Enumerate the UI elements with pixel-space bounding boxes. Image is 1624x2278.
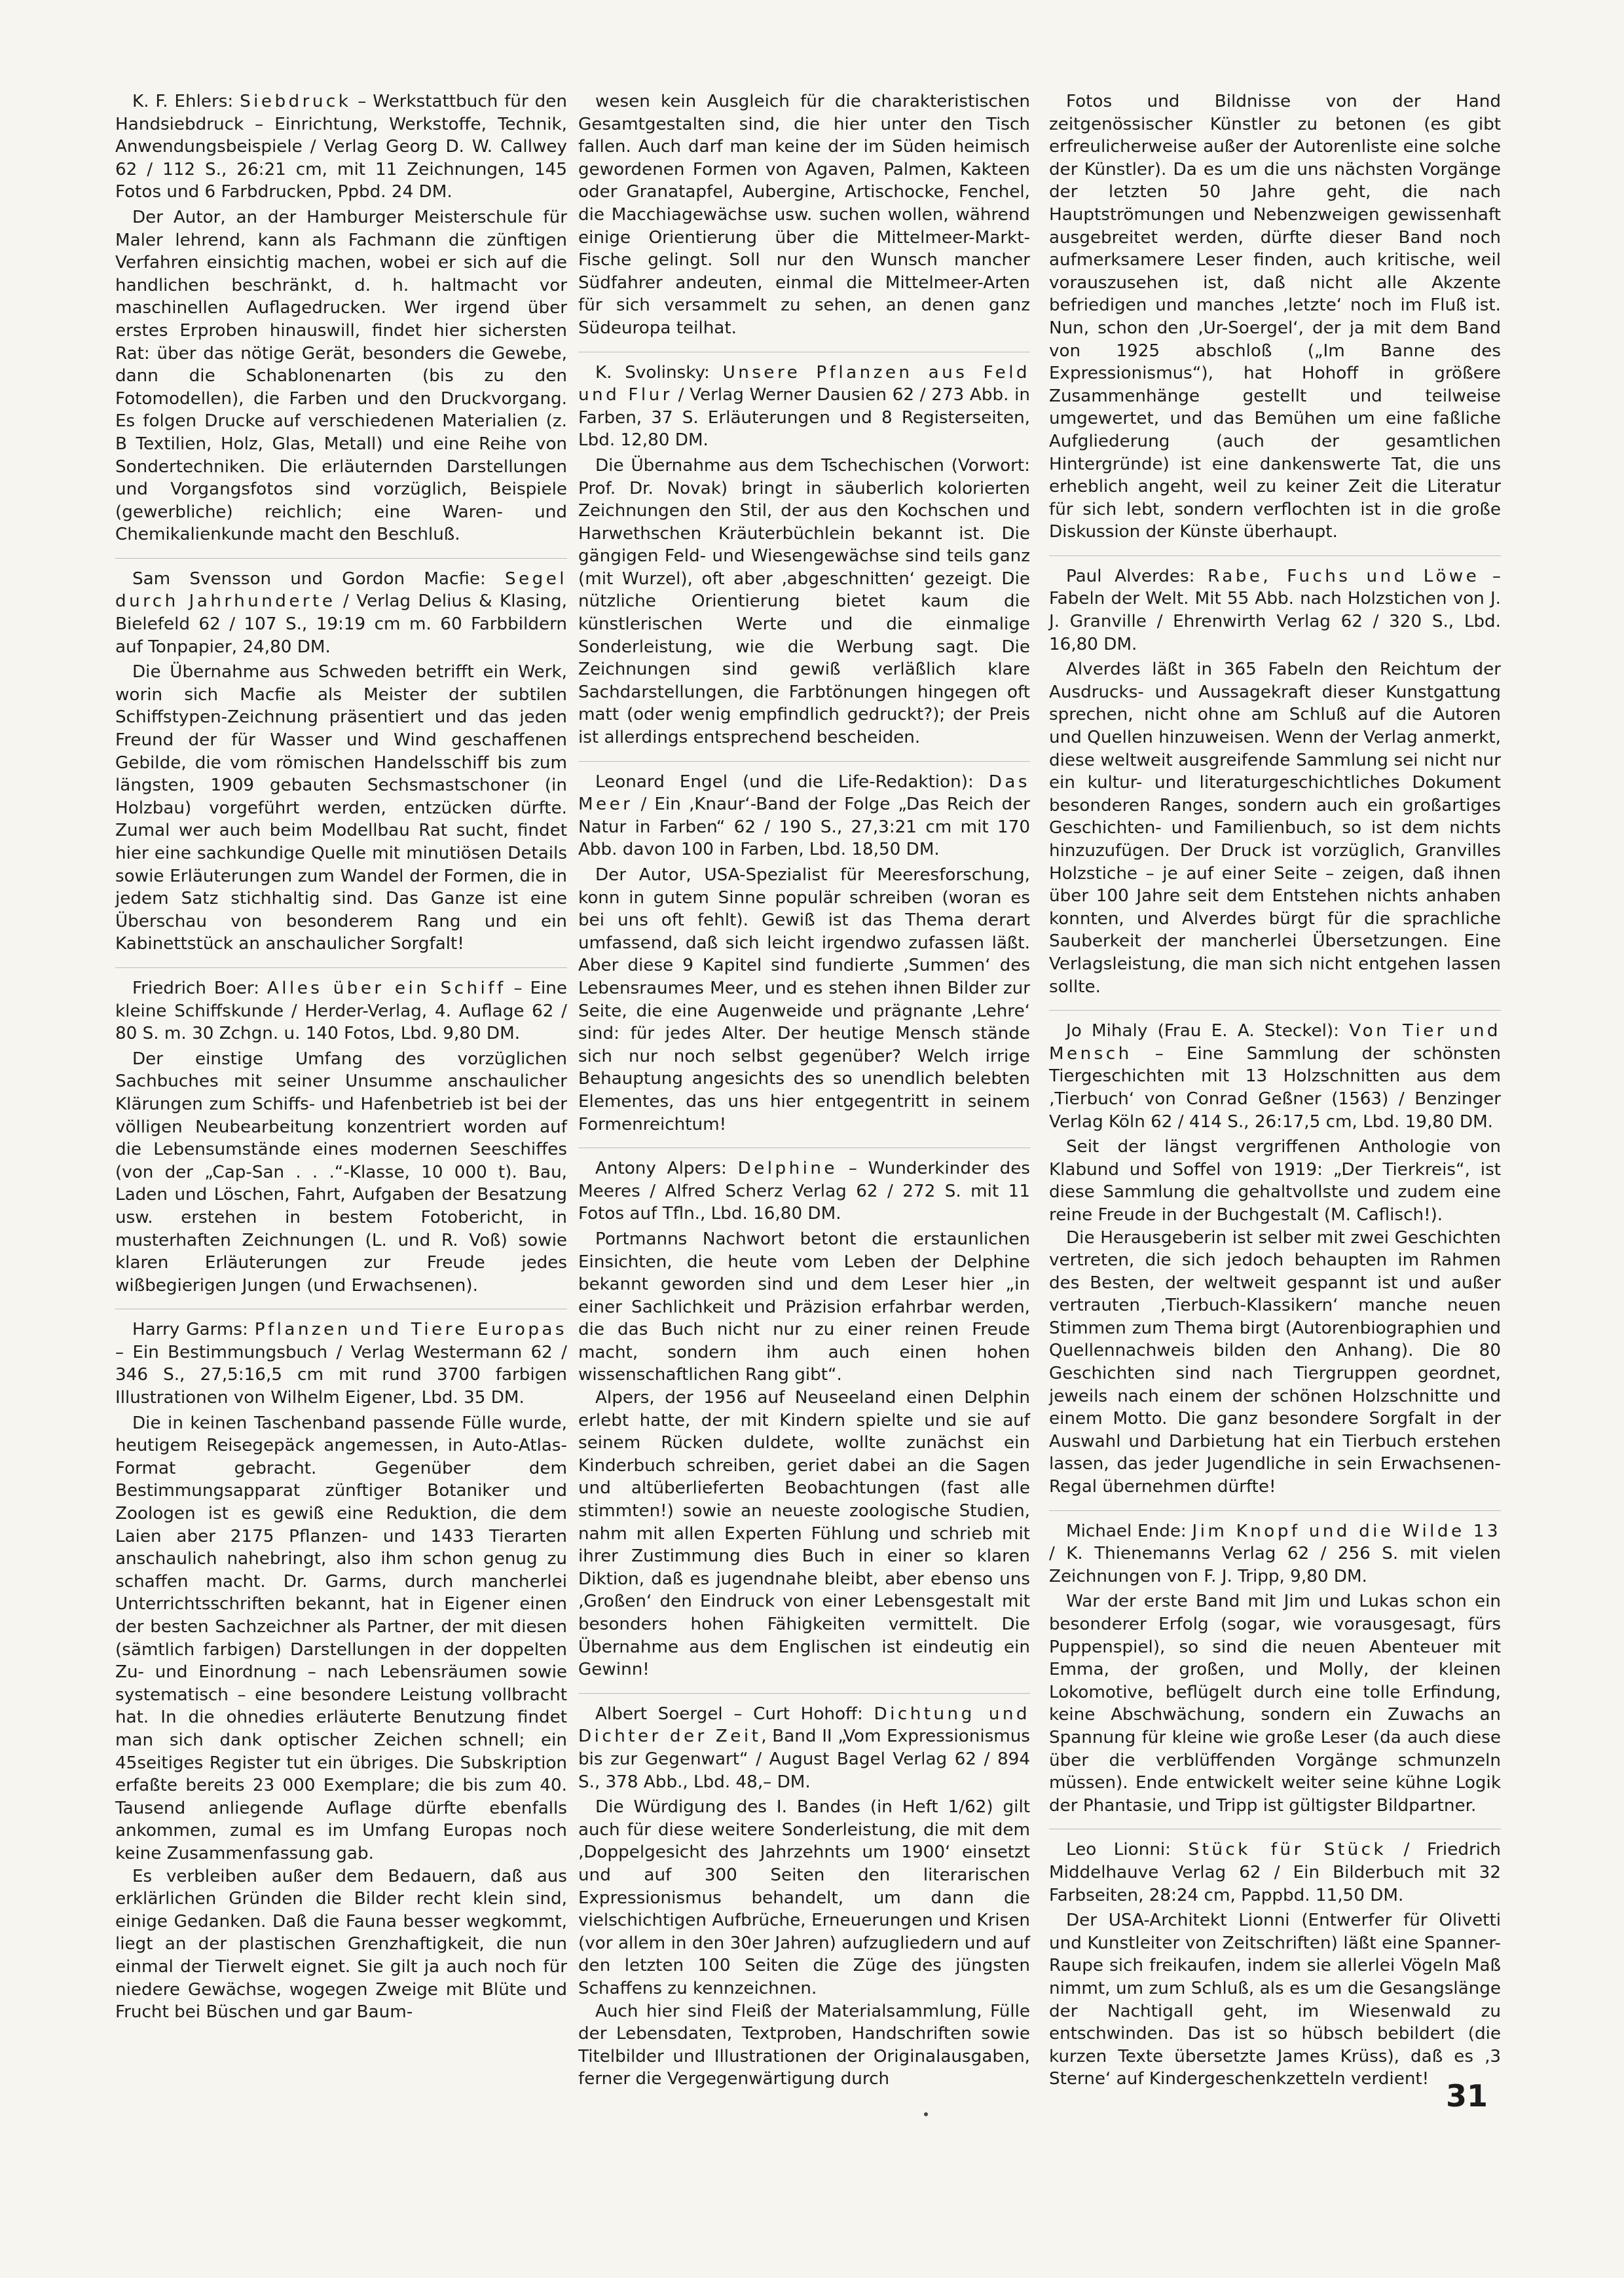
review-heading xyxy=(115,568,567,658)
review-paragraph: Die Würdigung des I. Bandes (in Heft 1/62) gilt auch für diese weitere Sonderleistung, die mit dem ‚Doppelgesicht des Jahrzehnts um 1900‘ einsetzt und auf 300 Seiten den literarischen Expressionismus behandelt, um dann die vielschichtigen Aufbrüche, Erneuerungen und Krisen (vor allem in den 30er Jahren) aufzugliedern und auf den letzten 100 Seiten die Züge des jüngsten Schaffens zu kennzeichnen. xyxy=(578,1797,1030,1998)
review-book-title: Segel durch Jahrhunderte xyxy=(115,569,567,612)
review-publication-info: / Verlag Werner Dausien 62 / 273 Abb. in Farben, 37 S. Erläuterungen und 8 Registerseiten, Lbd. 12,80 DM. xyxy=(578,385,1030,451)
review-book-title: Rabe, Fuchs und Löwe xyxy=(1208,566,1480,586)
review-paragraph: Die Übernahme aus dem Tschechischen (Vorwort: Prof. Dr. Novak) bringt in säuberlich kolorierten Zeichnungen den Stil, der aus den Kochschen und Harwethschen Kräuterbüchlein bekannt ist. Die gängigen Feld- und Wiesengewächse sind teils ganz (mit Wurzel), oft aber ‚abgeschnitten‘ gezeigt. Die nützliche Orientierung bietet kaum die künstlerischen Werte und die einmalige Sonderleistung, wie die Werbung sagt. Die Zeichnungen sind gewiß verläßlich klare Sachdarstellungen, die Farbtönungen hingegen oft matt (oder wenig empfindlich gedruckt?); der Preis ist allerdings entsprechend bescheiden. xyxy=(578,455,1030,748)
book-review xyxy=(1049,90,1501,544)
book-review xyxy=(578,761,1030,1136)
review-book-title: Delphine xyxy=(737,1159,838,1179)
review-author: Leo Lionni: xyxy=(1066,1840,1189,1860)
book-review xyxy=(578,352,1030,749)
page-number: 31 xyxy=(1446,2078,1488,2114)
review-publication-info: – Werkstattbuch für den Handsiebdruck – Einrichtung, Werkstoffe, Technik, Anwendungsbeispiele / Verlag Georg D. W. Callwey 62 / 112 S., 26:21 cm, mit 11 Zeichnungen, 145 Fotos und 6 Farbdrucken, Ppbd. 24 DM. xyxy=(115,92,567,202)
text-column-3 xyxy=(1049,90,1501,2102)
review-heading xyxy=(578,1703,1030,1793)
review-publication-info: – Fabeln der Welt. Mit 55 Abb. nach Holzstichen von J. J. Granville / Ehrenwirth Verlag 62 / 320 S., Lbd. 16,80 DM. xyxy=(1049,566,1501,654)
review-book-title: Alles über ein Schiff xyxy=(267,978,506,998)
book-review xyxy=(578,1148,1030,1681)
book-review xyxy=(115,90,567,546)
text-column-1 xyxy=(115,90,567,2036)
review-book-title: Unsere Pflanzen aus Feld und Flur xyxy=(578,362,1030,405)
review-paragraph: Der Autor, USA-Spezialist für Meeresforschung, konn in gutem Sinne populär schreiben (woran es bei uns oft fehlt). Gewiß ist das Thema derart umfassend, daß sich leicht irgendwo zufassen läßt. Aber diese 9 Kapitel sind fundierte ‚Summen‘ des Lebensraumes Meer, und es stehen ihnen Bilder zur Seite, die eine Augenweide und prägnante ‚Lehre‘ sind: für jedes Alter. Der heutige Mensch stände sich nur noch selbst gegenüber? Welch irrige Behauptung angesichts des so unendlich belebten Elementes, das uns hier entgegentritt in seinem Formenreichtum! xyxy=(578,865,1030,1134)
review-book-title: Von Tier und Mensch xyxy=(1049,1021,1501,1064)
review-publication-info: , Band II „Vom Expressionismus bis zur Gegenwart“ / August Bagel Verlag 62 / 894 S., 378 Abb., Lbd. 48,– DM. xyxy=(578,1727,1030,1792)
review-paragraph: Portmanns Nachwort betont die erstaunlichen Einsichten, die heute vom Leben der Delphine bekannt geworden sind und dem Leser hier „in einer Sachlichkeit und Präzision erfahrbar werden, die das Buch nicht nur zu einer reinen Freude macht, sondern ihm auch einen hohen wissenschaftlichen Rang gibt“. xyxy=(578,1229,1030,1385)
review-paragraph: Der USA-Architekt Lionni (Entwerfer für Olivetti und Kunstleiter von Zeitschriften) läßt eine Spanner-Raupe sich freikaufen, indem sie allerlei Vögeln Maß nimmt, um zum Schluß, als es um die Gesangslänge der Nachtigall geht, im Wiesenwald zu entschwinden. Das ist so hübsch bebildert (die kurzen Texte übersetzte James Krüss), daß es ‚3 Sterne‘ auf Kindergeschenkzetteln verdient! xyxy=(1049,1911,1501,2089)
review-publication-info: – Wunderkinder des Meeres / Alfred Scherz Verlag 62 / 272 S. mit 11 Fotos auf Tfln., Lbd. 16,80 DM. xyxy=(578,1159,1030,1224)
review-author: Michael Ende: xyxy=(1066,1521,1192,1541)
book-review xyxy=(578,1693,1030,2091)
review-book-title: Pflanzen und Tiere Europas xyxy=(254,1320,567,1340)
review-publication-info: – Ein Bestimmungsbuch / Verlag Westermann 62 / 346 S., 27,5:16,5 cm mit rund 3700 farbigen Illustrationen von Wilhelm Eigener, Lbd. 35 DM. xyxy=(115,1342,567,1408)
review-publication-info: / Ein ‚Knaur‘-Band der Folge „Das Reich der Natur in Farben“ 62 / 190 S., 27,3:21 cm mit 170 Abb. davon 100 in Farben, Lbd. 18,50 DM. xyxy=(578,794,1030,860)
review-book-title: Dichtung und Dichter der Zeit xyxy=(578,1704,1030,1747)
review-book-title: Das Meer xyxy=(578,772,1030,815)
review-author: Jo Mihaly (Frau E. A. Steckel): xyxy=(1066,1021,1350,1041)
review-paragraph: Fotos und Bildnisse von der Hand zeitgenössischer Künstler zu betonen (es gibt erfreulicherweise außer der Autorenliste eine solche der Künstler). Da es um die uns nächsten Vorgänge der letzten 50 Jahre geht, die nach Hauptströmungen und Nebenzweigen gewissenhaft ausgebreitet werden, dürfte dieser Band noch aufmerksamere Leser finden, auch kritische, weil vorauszusehen ist, daß nicht alle Akzente befriedigen und manches ‚letzte‘ noch im Fluß ist. Nun, schon den ‚Ur-Soergel‘, der ja mit dem Band von 1925 abschloß („Im Banne des Expressionismus“), hat Hohoff in größere Zusammenhänge gestellt und teilweise umgewertet, und das Bemühen um eine faßliche Aufgliederung (auch der gesamtlichen Hintergründe) ist eine dankenswerte Tat, die uns erheblich angeht, weil zu keiner Zeit die Literatur für sich lebt, sondern verflochten ist in die große Diskussion der Künste überhaupt. xyxy=(1049,92,1501,542)
book-review xyxy=(578,90,1030,340)
review-publication-info: / Verlag Delius & Klasing, Bielefeld 62 / 107 S., 19:19 cm m. 60 Farbbildern auf Tonpapier, 24,80 DM. xyxy=(115,591,568,657)
review-paragraph: Die Herausgeberin ist selber mit zwei Geschichten vertreten, die sich jedoch behaupten im Rahmen des Besten, der weltweit gespannt ist und außer vertrauten ‚Tierbuch-Klassikern‘ manche neuen Stimmen zum Thema birgt (Autorenbiographien und Quellennachweis bilden den Anhang). Die 80 Geschichten sind nach Tiergruppen geordnet, jeweils nach einem der schönen Holzschnitte und einem Motto. Die ganz besondere Sorgfalt in der Auswahl und Darbietung hat ein Tierbuch erstehen lassen, das jeder Jugendliche in sein Erwachsenen-Regal übernehmen dürfte! xyxy=(1049,1227,1501,1497)
review-author: K. Svolinsky: xyxy=(595,362,723,383)
review-heading xyxy=(578,1157,1030,1225)
review-paragraph: War der erste Band mit Jim und Lukas schon ein besonderer Erfolg (sogar, wie vorausgesagt, fürs Puppenspiel), so sind die neuen Abenteuer mit Emma, der großen, und Molly, der kleinen Lokomotive, beflügelt durch eine tolle Erfindung, keine Abschwächung, sondern ein Zuwachs an Spannung für kleine wie große Leser (da auch diese über die verblüffenden Vorgänge schmunzeln müssen). Ende entwickelt weiter seine kühne Logik der Phantasie, und Tripp ist gültigster Bildpartner. xyxy=(1049,1592,1501,1816)
review-author: Paul Alverdes: xyxy=(1066,566,1208,586)
review-heading xyxy=(578,362,1030,452)
review-publication-info: – Eine kleine Schiffskunde / Herder-Verlag, 4. Auflage 62 / 80 S. m. 30 Zchgn. u. 140 Fotos, Lbd. 9,80 DM. xyxy=(115,978,567,1044)
review-author: Sam Svensson und Gordon Macfie: xyxy=(132,569,505,589)
book-review xyxy=(115,558,567,956)
review-publication-info: / Friedrich Middelhauve Verlag 62 / Ein Bilderbuch mit 32 Farbseiten, 28:24 cm, Pappbd. 11,50 DM. xyxy=(1049,1840,1501,1905)
review-paragraph: Die in keinen Taschenband passende Fülle wurde, heutigem Reisegepäck angemessen, in Auto-Atlas-Format gebracht. Gegenüber dem Bestimmungsapparat zünftiger Botaniker und Zoologen ist es gewiß eine Reduktion, die dem Laien aber 2175 Pflanzen- und 1433 Tierarten anschaulich nahebringt, also ihm schon genug zu schaffen macht. Dr. Garms, durch mancherlei Unterrichtsschriften bekannt, hat in Eigener einen der besten Sachzeichner als Partner, der mit diesen (sämtlich farbigen) Darstellungen in der doppelten Zu- und Einordnung – nach Lebensräumen sowie systematisch – eine besondere Leistung vollbracht hat. In die ohnedies erläuterte Benutzung findet man sich dank optischer Zeichen schnell; ein 45seitiges Register tut ein übriges. Die Subskription erfaßte bereits 23 000 Exemplare; die bis zum 40. Tausend anliegende Auflage dürfte ebenfalls ankommen, zumal es im Umfang Europas noch keine Zusammenfassung gab. xyxy=(115,1413,567,1863)
review-paragraph: Der einstige Umfang des vorzüglichen Sachbuches mit seiner Unsumme anschaulicher Klärungen zum Schiffs- und Hafenbetrieb ist bei der völligen Neubearbeitung konzentriert worden auf die Lebensumstände eines modernen Seeschiffes (von der „Cap-San . . .“-Klasse, 10 000 t). Bau, Laden und Löschen, Fahrt, Aufgaben der Besatzung usw. erstehen in bestem Fotobericht, in musterhaften Zeichnungen (L. und R. Voß) sowie klaren Erläuterungen zur Freude jedes wißbegierigen Jungen (und Erwachsenen). xyxy=(115,1049,567,1296)
review-paragraph: Alverdes läßt in 365 Fabeln den Reichtum der Ausdrucks- und Aussagekraft dieser Kunstgattung sprechen, nicht ohne am Schluß auf die Autoren und Quellen hinzuweisen. Wenn der Verlag anmerkt, diese weltweit ausgreifende Sammlung sei nicht nur ein kultur- und literaturgeschichtliches Dokument besonderen Ranges, sondern auch ein großartiges Geschichten- und Familienbuch, so ist dem nichts hinzuzufügen. Der Druck ist vorzüglich, Granvilles Holzstiche – je auf einer Seite – zeigen, daß ihnen über 100 Jahre seit dem Entstehen nichts anhaben konnten, und Alverdes bürgt für die sprachliche Sauberkeit der mancherlei Übersetzungen. Eine Verlagsleistung, die man sich nicht entgehen lassen sollte. xyxy=(1049,660,1501,997)
review-paragraph: Seit der längst vergriffenen Anthologie von Klabund und Soffel von 1919: „Der Tierkreis“, ist diese Sammlung die gehaltvollste und zudem eine reine Freude in der Buchgestalt (M. Caflisch!). xyxy=(1049,1137,1501,1225)
review-paragraph: wesen kein Ausgleich für die charakteristischen Gesamtgestalten sind, die hier unter den Tisch fallen. Auch darf man keine der im Süden heimisch gewordenen Formen von Agaven, Palmen, Kakteen oder Granatapfel, Aubergine, Artischocke, Fenchel, die Macchiagewächse usw. suchen wollen, während einige Orientierung über die Mittelmeer-Markt-Fische gelingt. Soll nur den Wunsch mancher Südfahrer andeuten, einmal die Mittelmeer-Arten für sich versammelt zu sehen, an denen ganz Südeuropa teilhat. xyxy=(578,92,1030,338)
text-column-2 xyxy=(578,90,1030,2102)
review-book-title: Siebdruck xyxy=(240,92,352,111)
review-author: Antony Alpers: xyxy=(595,1159,738,1179)
review-heading xyxy=(1049,1839,1501,1907)
book-review xyxy=(115,1309,567,2023)
review-author: Albert Soergel – Curt Hohoff: xyxy=(595,1704,874,1724)
review-heading xyxy=(115,1318,567,1409)
review-author: Leonard Engel (und die Life-Redaktion): xyxy=(595,772,989,792)
review-heading xyxy=(115,90,567,204)
print-speck xyxy=(924,2112,928,2116)
review-paragraph: Es verbleiben außer dem Bedauern, daß aus erklärlichen Gründen die Bilder recht klein sind, einige Gedanken. Daß die Fauna besser wegkommt, liegt an der plastischen Grenzhaftigkeit, die nun einmal der Tierwelt eignet. Sie gilt ja auch noch für niedere Gewächse, wogegen Zweige mit Blüte und Frucht bei Büschen und gar Baum- xyxy=(115,1866,567,2023)
review-paragraph: Der Autor, an der Hamburger Meisterschule für Maler lehrend, kann als Fachmann die zünftigen Verfahren einsichtig machen, wobei er sich auf die handlichen beschränkt, d. h. haltmacht vor maschinellen Auflagedrucken. Wer irgend über erstes Erproben hinauswill, findet hier sichersten Rat: über das nötige Gerät, besonders die Gewebe, dann die Schablonenarten (bis zu den Fotomodellen), die Farben und den Druckvorgang. Es folgen Drucke auf verschiedenen Materialien (z. B Textilien, Holz, Glas, Metall) und eine Reihe von Sondertechniken. Die erläuternden Darstellungen und Vorgangsfotos sind vorzüglich, Beispiele (gewerbliche) reichlich; eine Waren- und Chemikalienkunde macht den Beschluß. xyxy=(115,207,567,545)
review-heading xyxy=(115,977,567,1045)
review-heading xyxy=(1049,1520,1501,1588)
review-author: Harry Garms: xyxy=(132,1320,255,1340)
review-book-title: Stück für Stück xyxy=(1188,1840,1387,1860)
review-paragraph: Auch hier sind Fleiß der Materialsammlung, Fülle der Lebensdaten, Textproben, Handschriften sowie Titelbilder und Illustrationen der Originalausgaben, ferner die Vergegenwärtigung durch xyxy=(578,2001,1030,2089)
review-heading xyxy=(578,771,1030,861)
book-review xyxy=(1049,1829,1501,2091)
book-review xyxy=(1049,1510,1501,1818)
review-paragraph: Alpers, der 1956 auf Neuseeland einen Delphin erlebt hatte, der mit Kindern spielte und sie auf seinem Rücken duldete, wollte zunächst ein Kinderbuch schreiben, geriet dabei an die Sagen und altüberlieferten Beobachtungen (fast alle stimmten!) sowie an neueste zoologische Studien, nahm mit allen Experten Fühlung und schrieb mit ihrer Zustimmung dies Buch in einer so klaren Diktion, daß es jugendnahe bleibt, aber ebenso uns ‚Großen‘ den Eindruck von einer Lebensgestalt mit besonders hohen Fähigkeiten vermittelt. Die Übernahme aus dem Englischen ist eindeutig ein Gewinn! xyxy=(578,1388,1030,1680)
review-heading xyxy=(1049,1020,1501,1133)
review-heading xyxy=(1049,565,1501,656)
book-review xyxy=(1049,1010,1501,1498)
book-review xyxy=(1049,555,1501,998)
review-author: K. F. Ehlers: xyxy=(132,92,240,111)
review-publication-info: / K. Thienemanns Verlag 62 / 256 S. mit vielen Zeichnungen von F. J. Tripp, 9,80 DM. xyxy=(1049,1544,1501,1586)
book-review xyxy=(115,967,567,1297)
review-author: Friedrich Boer: xyxy=(132,978,267,998)
review-book-title: Jim Knopf und die Wilde 13 xyxy=(1192,1521,1501,1541)
review-publication-info: – Eine Sammlung der schönsten Tiergeschichten mit 13 Holzschnitten aus dem ‚Tierbuch‘ von Conrad Geßner (1563) / Benzinger Verlag Köln 62 / 414 S., 26:17,5 cm, Lbd. 19,80 DM. xyxy=(1049,1043,1501,1132)
review-paragraph: Die Übernahme aus Schweden betrifft ein Werk, worin sich Macfie als Meister der subtilen Schiffstypen-Zeichnung präsentiert und das jeden Freund der für Wasser und Wind geschaffenen Gebilde, die vom römischen Handelsschiff bis zum längsten, 1909 gebauten Sechsmastschoner (in Holzbau) vorgeführt werden, entzücken dürfte. Zumal wer auch beim Modellbau Rat sucht, findet hier eine sachkundige Quelle mit minutiösen Details sowie Erläuterungen zum Wandel der Formen, die in jedem Satz stichhaltig sind. Das Ganze ist eine Überschau von besonderem Rang und ein Kabinettstück an anschaulicher Sorgfalt! xyxy=(115,662,567,954)
